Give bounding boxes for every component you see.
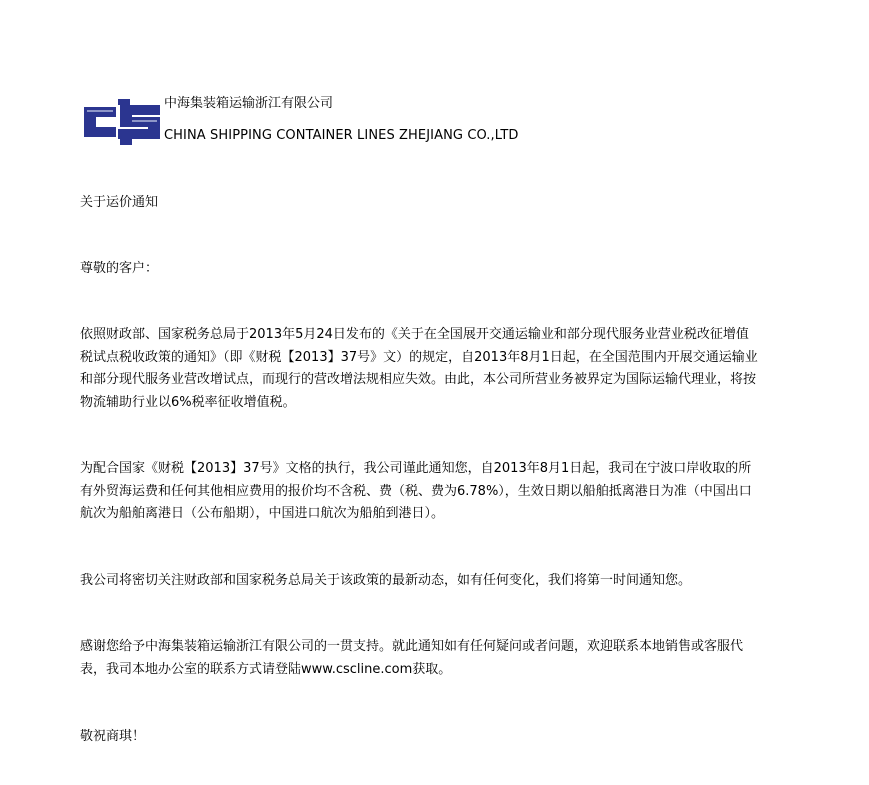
paragraph-contact: 感谢您给予中海集装箱运输浙江有限公司的一贯支持。就此通知如有任何疑问或者问题，欢迎联系本地销售或客服代表，我司本地办公室的联系方式请登陆www.cscline.com获取。 [80, 639, 744, 677]
logo-s-highlight [132, 120, 157, 122]
salutation: 尊敬的客户： [80, 261, 159, 276]
logo-c-highlight [87, 110, 113, 112]
paragraph-pricing: 为配合国家《财税【2013】37号》文格的执行，我公司谨此通知您，自2013年8月1日起，我司在宁波口岸收取的所有外贸海运费和任何其他相应费用的报价均不含税、费（税、费为6.78%），生效日期以船舶抵离港日为准（中国出口航次为船舶离港日（公布船期），中国进口航次为船舶到港日）。 [80, 461, 752, 521]
closing: 敬祝商琪！ [80, 729, 146, 744]
company-name-cn: 中海集装箱运输浙江有限公司 [164, 96, 334, 111]
paragraph-tax-policy: 依照财政部、国家税务总局于2013年5月24日发布的《关于在全国展开交通运输业和部分现代服务业营业税改征增值税试点税收政策的通知》（即《财税【2013】37号》文）的规定，自2013年8月1日起，在全国范围内开展交通运输业和部分现代服务业营改增试点，而现行的营改增法规相应失效。由此，本公司所营业务被界定为国际运输代理业，将按物流辅助行业以6%税率征收增值税。 [80, 327, 758, 410]
company-logo-icon [80, 93, 164, 149]
paragraph-updates: 我公司将密切关注财政部和国家税务总局关于该政策的最新动态，如有任何变化，我们将第一时间通知您。 [80, 573, 692, 588]
company-name-en: CHINA SHIPPING CONTAINER LINES ZHEJIANG CO.,LTD [164, 128, 519, 143]
notice-subject: 关于运价通知 [80, 195, 159, 210]
letterhead [80, 92, 680, 152]
